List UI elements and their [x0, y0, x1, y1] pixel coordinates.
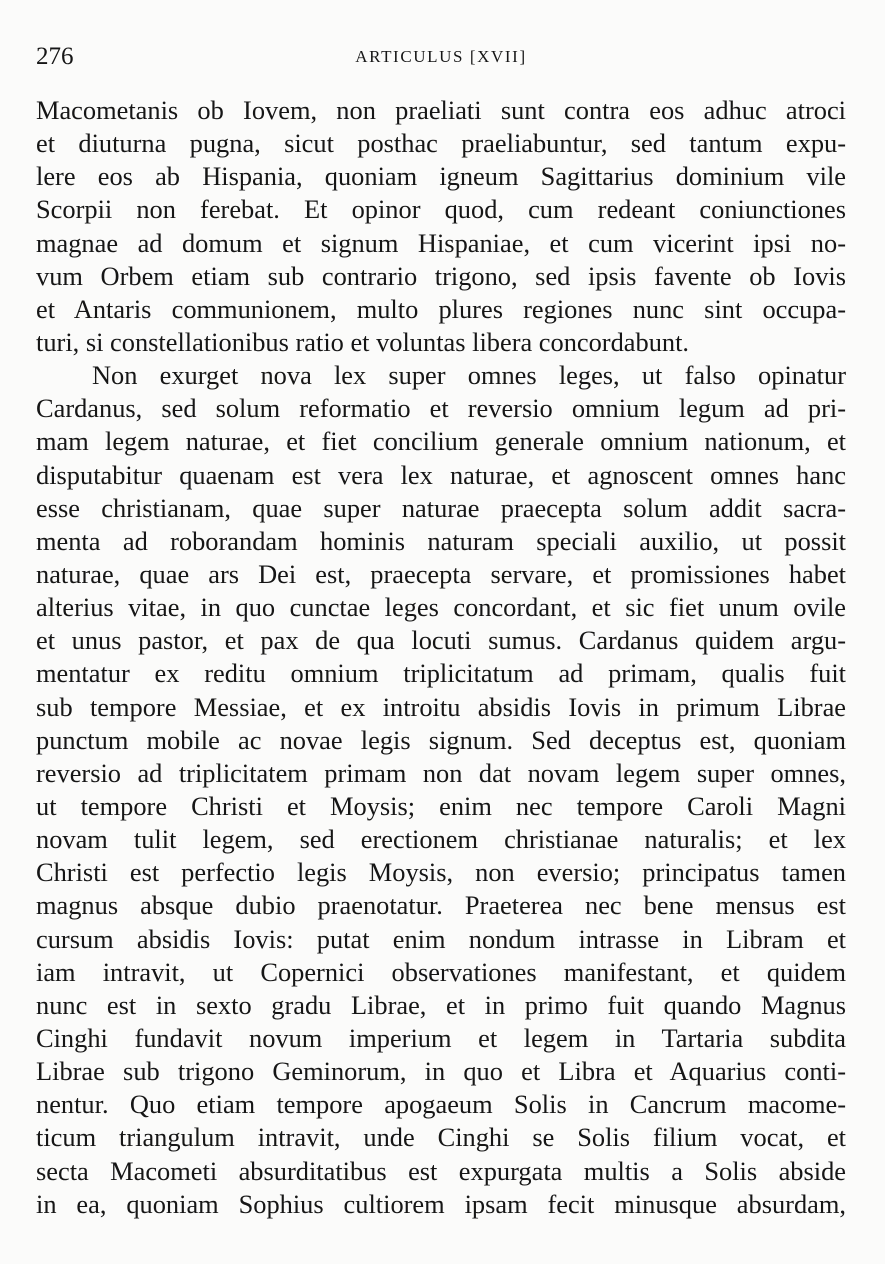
text-line: esse christianam, quae super naturae praecepta solum addit sacra- — [36, 492, 846, 523]
text-line: reversio ad triplicitatem primam non dat novam legem super omnes, — [36, 757, 846, 788]
text-line: punctum mobile ac novae legis signum. Sed deceptus est, quoniam — [36, 724, 846, 755]
text-line: menta ad roborandam hominis naturam speciali auxilio, ut possit — [36, 525, 846, 556]
text-line: nunc est in sexto gradu Librae, et in primo fuit quando Magnus — [36, 989, 846, 1020]
text-line: mentatur ex reditu omnium triplicitatum ad primam, qualis fuit — [36, 658, 846, 689]
text-line: alterius vitae, in quo cunctae leges concordant, et sic fiet unum ovile — [36, 592, 846, 623]
text-line: Christi est perfectio legis Moysis, non eversio; principatus tamen — [36, 857, 846, 888]
text-line: iam intravit, ut Copernici observationes manifestant, et quidem — [36, 956, 846, 987]
text-line: Macometanis ob Iovem, non praeliati sunt contra eos adhuc atroci — [36, 95, 846, 125]
text-line: et diuturna pugna, sicut posthac praeliabuntur, sed tantum expu- — [36, 128, 846, 159]
text-line: mam legem naturae, et fiet concilium generale omnium nationum, et — [36, 426, 846, 457]
text-line: novam tulit legem, sed erectionem christianae naturalis; et lex — [36, 824, 846, 855]
text-line: cursum absidis Iovis: putat enim nondum intrasse in Libram et — [36, 923, 846, 954]
paragraph-first-line: Non exurget nova lex super omnes leges, ut falso opinatur — [92, 360, 846, 391]
text-line: Cinghi fundavit novum imperium et legem in Tartaria subdita — [36, 1022, 846, 1053]
text-line: ut tempore Christi et Moysis; enim nec tempore Caroli Magni — [36, 790, 846, 821]
paragraph-last-line: turi, si constellationibus ratio et voluntas libera concordabunt. — [36, 326, 690, 357]
text-line: naturae, quae ars Dei est, praecepta servare, et promissiones habet — [36, 558, 846, 589]
text-line: Scorpii non ferebat. Et opinor quod, cum redeant coniunctiones — [36, 194, 846, 225]
text-line: sub tempore Messiae, et ex introitu absidis Iovis in primum Librae — [36, 691, 846, 722]
page-header — [36, 40, 846, 74]
text-line: Cardanus, sed solum reformatio et reversio omnium legum ad pri- — [36, 393, 846, 424]
text-line: in ea, quoniam Sophius cultiorem ipsam fecit minusque absurdam, — [36, 1188, 846, 1219]
text-line: et Antaris communionem, multo plures regiones nunc sint occupa- — [36, 293, 846, 324]
text-line: magnus absque dubio praenotatur. Praeterea nec bene mensus est — [36, 890, 846, 921]
text-line: Librae sub trigono Geminorum, in quo et Libra et Aquarius conti- — [36, 1056, 846, 1087]
text-line: magnae ad domum et signum Hispaniae, et cum vicerint ipsi no- — [36, 227, 846, 258]
text-line: disputabitur quaenam est vera lex naturae, et agnoscent omnes hanc — [36, 459, 846, 490]
text-line: nentur. Quo etiam tempore apogaeum Solis in Cancrum macome- — [36, 1089, 846, 1120]
text-line: ticum triangulum intravit, unde Cinghi se Solis filium vocat, et — [36, 1122, 846, 1153]
text-line: vum Orbem etiam sub contrario trigono, sed ipsis favente ob Iovis — [36, 260, 846, 291]
text-line: secta Macometi absurditatibus est expurgata multis a Solis abside — [36, 1155, 846, 1186]
page-number: 276 — [36, 43, 74, 70]
body-text — [36, 94, 846, 1221]
running-head: ARTICULUS [XVII] — [355, 47, 527, 66]
text-line: lere eos ab Hispania, quoniam igneum Sagittarius dominium vile — [36, 161, 846, 192]
text-line: et unus pastor, et pax de qua locuti sumus. Cardanus quidem argu- — [36, 625, 846, 656]
